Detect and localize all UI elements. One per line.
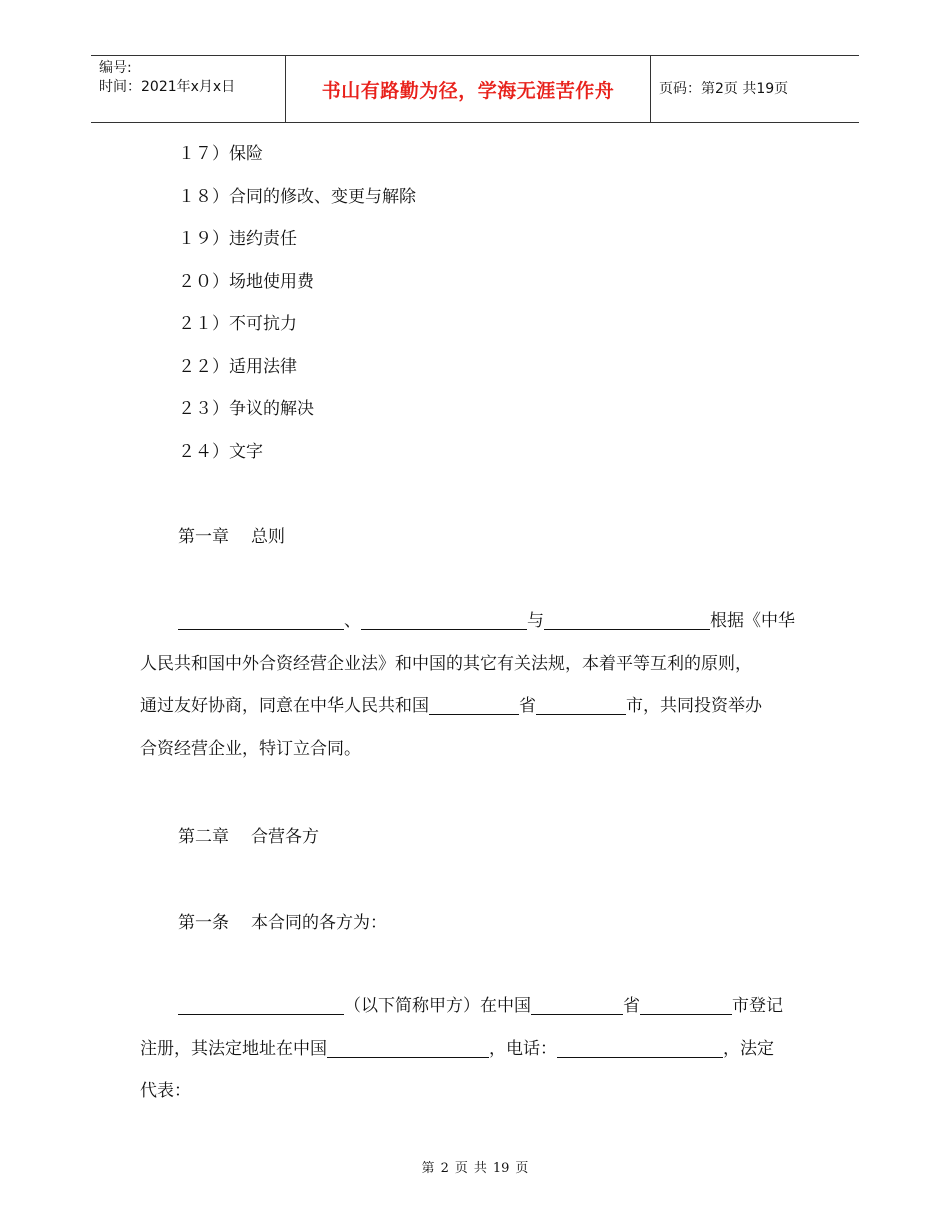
article-title: 本合同的各方为：	[251, 913, 387, 933]
address-blank[interactable]	[327, 1035, 489, 1058]
intro-paragraph	[140, 600, 812, 770]
toc-item: ２３）争议的解决	[178, 399, 314, 419]
paragraph-text: ，法定	[723, 1038, 774, 1059]
paragraph-text: 根据《中华	[710, 611, 795, 631]
phone-blank[interactable]	[557, 1035, 723, 1058]
paragraph-text: 省	[623, 996, 640, 1016]
footer-total-pages: 19	[492, 1161, 510, 1176]
party-blank[interactable]	[544, 607, 710, 630]
toc-item: １７）保险	[178, 144, 263, 164]
footer-page-number: 2	[440, 1161, 449, 1176]
footer-text: 第	[421, 1161, 435, 1176]
toc-item: ２４）文字	[178, 441, 263, 462]
paragraph-text: （以下简称甲方）在中国	[344, 996, 531, 1016]
header-meta	[99, 56, 285, 122]
footer-text: 页	[454, 1161, 468, 1176]
paragraph-line	[140, 685, 812, 728]
paragraph-line: 代表：	[140, 1081, 191, 1101]
time-label: 时间：2021年x月x日	[99, 79, 236, 95]
party-blank[interactable]	[361, 607, 527, 630]
province-blank[interactable]	[429, 692, 519, 715]
party-a-paragraph	[140, 985, 812, 1113]
toc-item: １８）合同的修改、变更与解除	[178, 186, 416, 207]
paragraph-text: 省	[519, 696, 536, 716]
chapter-title: 总则	[251, 527, 285, 547]
chapter-number: 第二章	[178, 827, 229, 847]
paragraph-line	[140, 985, 812, 1028]
toc-list	[178, 140, 416, 480]
paragraph-line: 合资经营企业，特订立合同。	[140, 738, 361, 759]
paragraph-text: 注册，其法定地址在中国	[140, 1038, 327, 1059]
paragraph-line: 人民共和国中外合资经营企业法》和中国的其它有关法规，本着平等互利的原则，	[140, 653, 752, 674]
header-page-cell	[659, 56, 859, 122]
paragraph-text: 市，共同投资举办	[626, 696, 762, 716]
city-blank[interactable]	[640, 992, 732, 1015]
city-blank[interactable]	[536, 692, 626, 715]
province-blank[interactable]	[531, 992, 623, 1015]
party-blank[interactable]	[178, 607, 344, 630]
page-footer	[0, 1157, 950, 1176]
page-header	[91, 55, 859, 123]
party-a-blank[interactable]	[178, 992, 344, 1015]
paragraph-text: ，电话：	[489, 1038, 557, 1059]
paragraph-line	[140, 600, 812, 643]
chapter-heading	[178, 522, 285, 547]
article-number: 第一条	[178, 913, 229, 933]
paragraph-text: 通过友好协商，同意在中华人民共和国	[140, 696, 429, 716]
page-info: 页码：第2页 共19页	[659, 81, 789, 97]
toc-item: ２０）场地使用费	[178, 271, 314, 292]
footer-text: 共	[473, 1161, 487, 1176]
separator: 与	[527, 611, 544, 631]
chapter-number: 第一章	[178, 527, 229, 547]
header-motto-cell	[285, 56, 651, 122]
paragraph-text: 市登记	[732, 996, 783, 1016]
article-heading	[178, 908, 387, 933]
motto: 书山有路勤为径，学海无涯苦作舟	[321, 79, 615, 102]
separator: 、	[344, 611, 361, 631]
chapter-heading	[178, 822, 319, 847]
number-label: 编号:	[99, 60, 132, 76]
toc-item: １９）违约责任	[178, 229, 297, 249]
footer-text: 页	[515, 1161, 529, 1176]
toc-item: ２２）适用法律	[178, 356, 297, 377]
toc-item: ２１）不可抗力	[178, 314, 297, 334]
paragraph-line	[140, 1028, 812, 1071]
chapter-title: 合营各方	[251, 827, 319, 847]
